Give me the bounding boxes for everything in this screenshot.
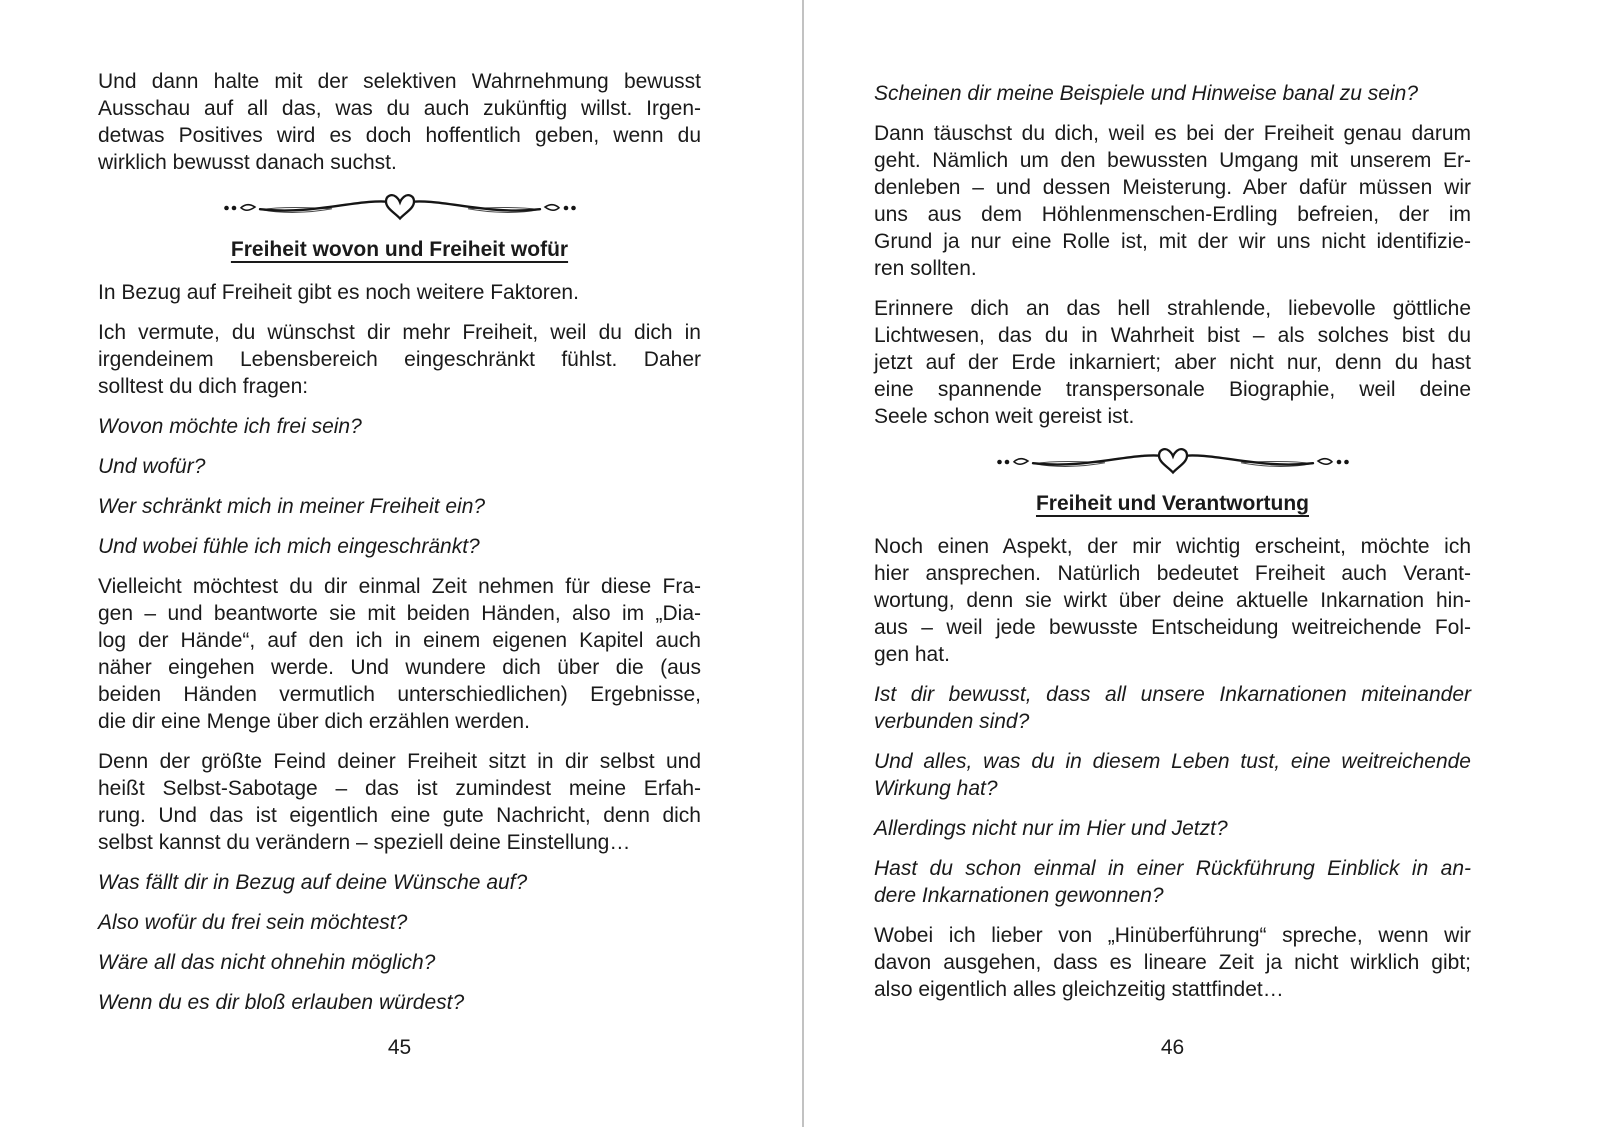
text-line: Wobei ich lieber von „Hinüberführung“ spreche, wenn wir — [874, 924, 1471, 947]
text-line: also eigentlich alles gleichzeitig stattfindet… — [874, 978, 1284, 1001]
text-line: Wenn du es dir bloß erlauben würdest? — [98, 991, 465, 1014]
text-line: gen – und beantworte sie mit beiden Händen, also im „Dia- — [98, 602, 701, 625]
text-line: uns aus dem Höhlenmenschen-Erdling befreien, der im — [874, 203, 1471, 226]
section-heading — [98, 236, 701, 263]
text-line: detwas Positives wird es doch hoffentlich geben, wenn du — [98, 124, 701, 147]
text-line: gen hat. — [874, 643, 950, 666]
question-paragraph — [98, 413, 701, 440]
body-paragraph — [98, 68, 701, 176]
question-paragraph — [874, 681, 1471, 735]
text-line: näher eingehen werde. Und wundere dich über die (aus — [98, 656, 701, 679]
text-line: Also wofür du frei sein möchtest? — [98, 911, 408, 934]
text-line: Seele schon weit gereist ist. — [874, 405, 1135, 428]
text-line: rung. Und das ist eigentlich eine gute Nachricht, denn dich — [98, 804, 701, 827]
heart-flourish-ornament — [993, 443, 1353, 479]
text-line: wortung, denn sie wirkt über deine aktuelle Inkarnation hin- — [874, 589, 1471, 612]
text-line: Wäre all das nicht ohnehin möglich? — [98, 951, 436, 974]
body-paragraph — [98, 319, 701, 400]
body-paragraph — [98, 748, 701, 856]
heart-flourish-icon — [993, 443, 1353, 479]
text-line: Ausschau auf all das, was du auch zukünftig willst. Irgen- — [98, 97, 701, 120]
text-line: davon ausgehen, dass es lineare Zeit ja nicht wirklich gibt; — [874, 951, 1471, 974]
page-right — [874, 0, 1471, 1132]
text-line: Dann täuschst du dich, weil es bei der Freiheit genau darum — [874, 122, 1471, 145]
text-line: Und alles, was du in diesem Leben tust, eine weitreichende — [874, 750, 1471, 773]
question-paragraph — [98, 949, 701, 976]
text-line: eine spannende transpersonale Biographie, weil deine — [874, 378, 1471, 401]
text-line: ren sollten. — [874, 257, 977, 280]
text-line: dere Inkarnationen gewonnen? — [874, 884, 1164, 907]
text-line: Und wofür? — [98, 455, 206, 478]
question-paragraph — [874, 80, 1471, 107]
page-left — [98, 0, 701, 1132]
body-paragraph — [874, 120, 1471, 282]
text-line: jetzt auf der Erde inkarniert; aber nicht nur, denn du hast — [874, 351, 1471, 374]
text-line: denleben – und dessen Meisterung. Aber dafür müssen wir — [874, 176, 1471, 199]
text-line: Wirkung hat? — [874, 777, 998, 800]
text-line: hier ansprechen. Natürlich bedeutet Freiheit auch Verant- — [874, 562, 1471, 585]
text-line: Scheinen dir meine Beispiele und Hinweise banal zu sein? — [874, 82, 1419, 105]
question-paragraph — [98, 533, 701, 560]
text-line: In Bezug auf Freiheit gibt es noch weitere Faktoren. — [98, 281, 579, 304]
text-line: Denn der größte Feind deiner Freiheit sitzt in dir selbst und — [98, 750, 701, 773]
question-paragraph — [98, 989, 701, 1016]
text-line: Und dann halte mit der selektiven Wahrnehmung bewusst — [98, 70, 701, 93]
text-line: Vielleicht möchtest du dir einmal Zeit nehmen für diese Fra- — [98, 575, 701, 598]
body-paragraph — [98, 279, 701, 306]
question-paragraph — [98, 453, 701, 480]
text-line: Grund ja nur eine Rolle ist, mit der wir uns nicht identifizie- — [874, 230, 1471, 253]
text-line: Hast du schon einmal in einer Rückführung Einblick in an- — [874, 857, 1471, 880]
text-line: die dir eine Menge über dich erzählen werden. — [98, 710, 530, 733]
text-line: beiden Händen vermutlich unterschiedlichen) Ergebnisse, — [98, 683, 701, 706]
text-line: Ich vermute, du wünschst dir mehr Freiheit, weil du dich in — [98, 321, 701, 344]
body-paragraph — [98, 573, 701, 735]
page-number-right: 46 — [1160, 1036, 1185, 1059]
text-line: Noch einen Aspekt, der mir wichtig erscheint, möchte ich — [874, 535, 1471, 558]
question-paragraph — [98, 869, 701, 896]
text-line: solltest du dich fragen: — [98, 375, 309, 398]
text-line: Freiheit und Verantwortung — [1035, 492, 1309, 515]
heart-flourish-ornament — [220, 189, 580, 225]
question-paragraph — [874, 748, 1471, 802]
heart-flourish-icon — [220, 189, 580, 225]
text-line: irgendeinem Lebensbereich eingeschränkt fühlst. Daher — [98, 348, 701, 371]
question-paragraph — [874, 815, 1471, 842]
text-line: selbst kannst du verändern – speziell deine Einstellung… — [98, 831, 631, 854]
text-line: verbunden sind? — [874, 710, 1030, 733]
text-line: Wovon möchte ich frei sein? — [98, 415, 362, 438]
section-heading — [874, 490, 1471, 517]
text-line: Und wobei fühle ich mich eingeschränkt? — [98, 535, 480, 558]
text-line: Was fällt dir in Bezug auf deine Wünsche auf? — [98, 871, 528, 894]
text-line: Wer schränkt mich in meiner Freiheit ein? — [98, 495, 486, 518]
body-paragraph — [874, 922, 1471, 1003]
question-paragraph — [874, 855, 1471, 909]
text-line: heißt Selbst-Sabotage – das ist zumindest meine Erfah- — [98, 777, 701, 800]
text-line: Allerdings nicht nur im Hier und Jetzt? — [874, 817, 1228, 840]
question-paragraph — [98, 909, 701, 936]
text-line: wirklich bewusst danach suchst. — [98, 151, 397, 174]
text-line: log der Hände“, auf den ich in einem eigenen Kapitel auch — [98, 629, 701, 652]
body-paragraph — [874, 533, 1471, 668]
text-line: aus – weil jede bewusste Entscheidung weitreichende Fol- — [874, 616, 1471, 639]
text-line: Erinnere dich an das hell strahlende, liebevolle göttliche — [874, 297, 1471, 320]
question-paragraph — [98, 493, 701, 520]
page-number-left: 45 — [387, 1036, 412, 1059]
text-line: Ist dir bewusst, dass all unsere Inkarnationen miteinander — [874, 683, 1471, 706]
body-paragraph — [874, 295, 1471, 430]
text-line: geht. Nämlich um den bewussten Umgang mit unserem Er- — [874, 149, 1471, 172]
page-divider — [802, 0, 804, 1127]
page-left-text — [98, 68, 701, 1029]
text-line: Freiheit wovon und Freiheit wofür — [230, 238, 569, 261]
text-line: Lichtwesen, das du in Wahrheit bist – als solches bist du — [874, 324, 1471, 347]
page-right-text — [874, 80, 1471, 1016]
